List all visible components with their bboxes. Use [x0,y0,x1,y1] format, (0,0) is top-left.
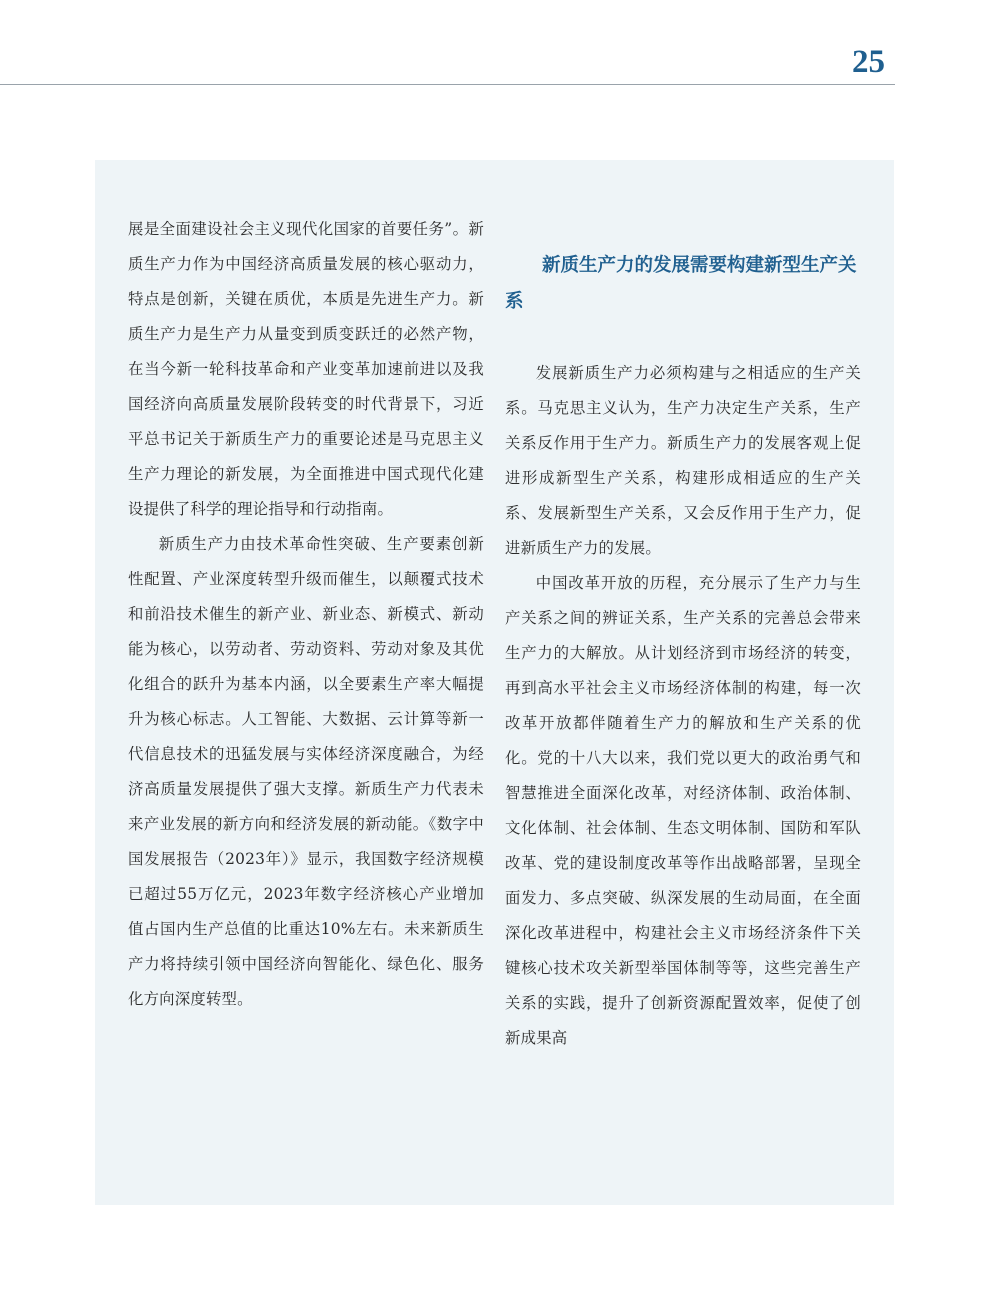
page-number: 25 [852,44,885,80]
left-paragraph-2: 新质生产力由技术革命性突破、生产要素创新性配置、产业深度转型升级而催生，以颠覆式技术和前沿技术催生的新产业、新业态、新模式、新动能为核心，以劳动者、劳动资料、劳动对象及其优化组合的跃升为基本内涵，以全要素生产率大幅提升为核心标志。人工智能、大数据、云计算等新一代信息技术的迅猛发展与实体经济深度融合，为经济高质量发展提供了强大支撑。新质生产力代表未来产业发展的新方向和经济发展的新动能。《数字中国发展报告（2023年）》显示，我国数字经济规模已超过55万亿元，2023年数字经济核心产业增加值占国内生产总值的比重达10%左右。未来新质生产力将持续引领中国经济向智能化、绿色化、服务化方向深度转型。 [128,535,484,1008]
right-paragraph-2: 中国改革开放的历程，充分展示了生产力与生产关系之间的辨证关系，生产关系的完善总会带来生产力的大解放。从计划经济到市场经济的转变，再到高水平社会主义市场经济体制的构建，每一次改革开放都伴随着生产力的解放和生产关系的优化。党的十八大以来，我们党以更大的政治勇气和智慧推进全面深化改革，对经济体制、政治体制、文化体制、社会体制、生态文明体制、国防和军队改革、党的建设制度改革等作出战略部署，呈现全面发力、多点突破、纵深发展的生动局面，在全面深化改革进程中，构建社会主义市场经济条件下关键核心技术攻关新型举国体制等等，这些完善生产关系的实践，提升了创新资源配置效率，促使了创新成果高 [505,574,861,1047]
right-paragraph-1: 发展新质生产力必须构建与之相适应的生产关系。马克思主义认为，生产力决定生产关系，生产关系反作用于生产力。新质生产力的发展客观上促进形成新型生产关系，构建形成相适应的生产关系、发展新型生产关系，又会反作用于生产力，促进新质生产力的发展。 [505,364,861,557]
left-column [128,212,484,1017]
right-column [505,248,861,1056]
left-paragraph-1: 展是全面建设社会主义现代化国家的首要任务”。新质生产力作为中国经济高质量发展的核心驱动力，特点是创新，关键在质优，本质是先进生产力。新质生产力是生产力从量变到质变跃迁的必然产物，在当今新一轮科技革命和产业变革加速前进以及我国经济向高质量发展阶段转变的时代背景下，习近平总书记关于新质生产力的重要论述是马克思主义生产力理论的新发展，为全面推进中国式现代化建设提供了科学的理论指导和行动指南。 [128,220,484,518]
section-heading: 新质生产力的发展需要构建新型生产关系 [505,255,857,312]
header-rule [0,84,895,85]
